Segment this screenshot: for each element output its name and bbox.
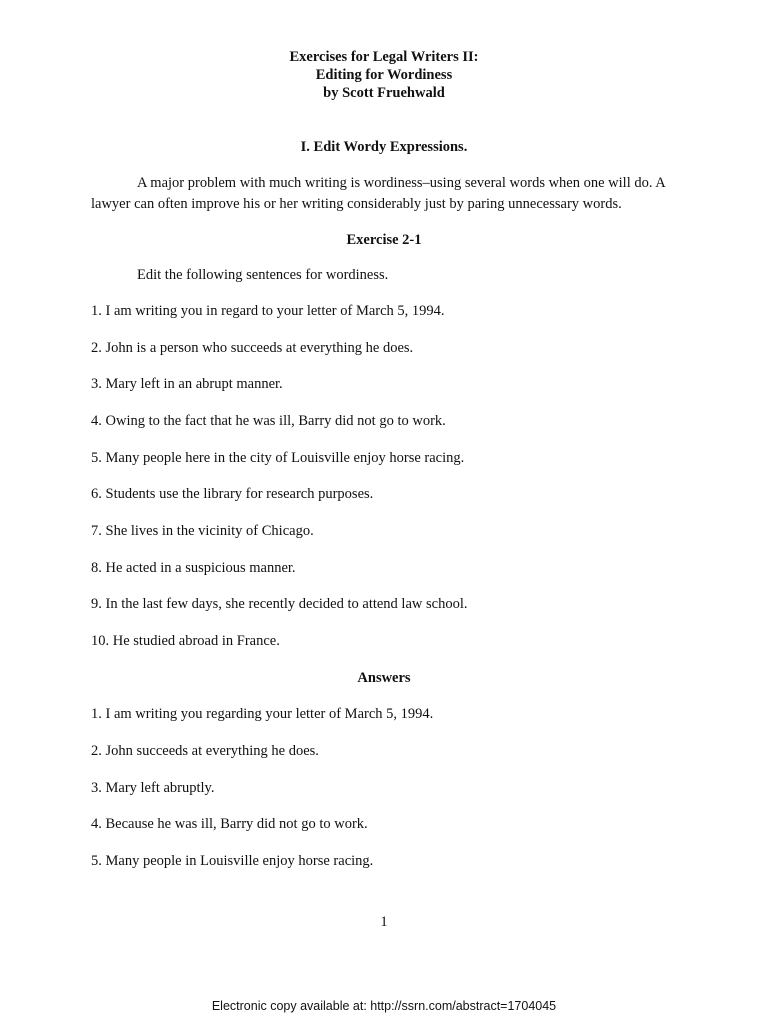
sentence-8: 8. He acted in a suspicious manner. bbox=[91, 560, 296, 576]
title-line-3: by Scott Fruehwald bbox=[323, 85, 445, 101]
section-heading: I. Edit Wordy Expressions. bbox=[300, 139, 468, 155]
page-number: 1 bbox=[380, 914, 388, 930]
answers-heading: Answers bbox=[357, 670, 411, 686]
answer-1: 1. I am writing you regarding your letter of March 5, 1994. bbox=[91, 706, 434, 722]
sentence-2: 2. John is a person who succeeds at everything he does. bbox=[91, 340, 414, 356]
footer-electronic-copy: Electronic copy available at: http://ssrn.com/abstract=1704045 bbox=[211, 999, 557, 1013]
sentence-5: 5. Many people here in the city of Louisville enjoy horse racing. bbox=[91, 450, 465, 466]
sentence-4: 4. Owing to the fact that he was ill, Barry did not go to work. bbox=[91, 413, 446, 429]
instruction-text: Edit the following sentences for wordiness. bbox=[137, 267, 389, 283]
sentence-9: 9. In the last few days, she recently decided to attend law school. bbox=[91, 596, 468, 612]
answer-3: 3. Mary left abruptly. bbox=[91, 780, 215, 796]
sentence-3: 3. Mary left in an abrupt manner. bbox=[91, 376, 283, 392]
answer-2: 2. John succeeds at everything he does. bbox=[91, 743, 319, 759]
title-line-2: Editing for Wordiness bbox=[315, 67, 453, 83]
sentence-1: 1. I am writing you in regard to your letter of March 5, 1994. bbox=[91, 303, 445, 319]
intro-paragraph bbox=[91, 173, 681, 215]
document-title bbox=[0, 48, 768, 102]
answer-5: 5. Many people in Louisville enjoy horse racing. bbox=[91, 853, 374, 869]
sentence-10: 10. He studied abroad in France. bbox=[91, 633, 280, 649]
answer-4: 4. Because he was ill, Barry did not go to work. bbox=[91, 816, 368, 832]
sentence-7: 7. She lives in the vicinity of Chicago. bbox=[91, 523, 314, 539]
intro-paragraph-text: A major problem with much writing is wordiness–using several words when one will do. A lawyer can often improve his or her writing considerably just by paring unnecessary words. bbox=[91, 175, 665, 212]
exercise-heading: Exercise 2-1 bbox=[346, 232, 422, 248]
sentence-6: 6. Students use the library for research purposes. bbox=[91, 486, 374, 502]
title-line-1: Exercises for Legal Writers II: bbox=[289, 49, 479, 65]
